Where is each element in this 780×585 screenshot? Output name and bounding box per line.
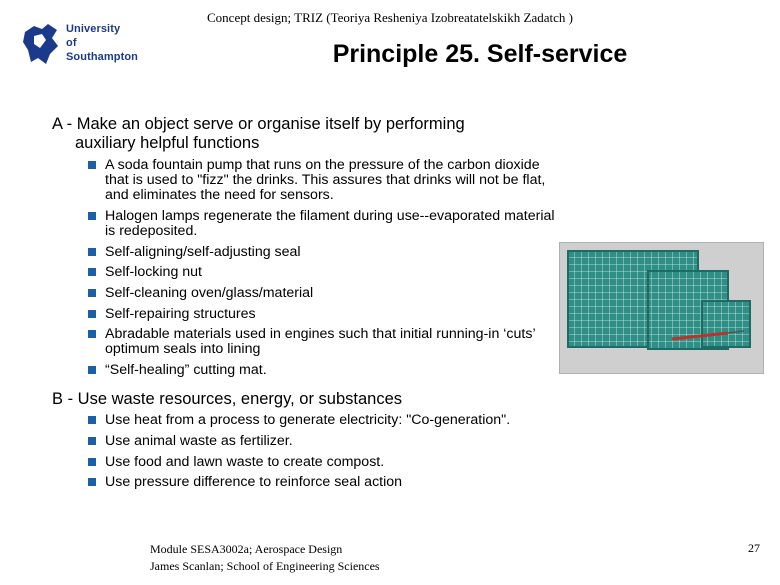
section-b-list	[88, 413, 648, 496]
square-bullet-icon	[88, 458, 96, 466]
list-item	[88, 363, 558, 378]
list-item	[88, 475, 648, 490]
list-item-text: Use animal waste as fertilizer.	[105, 432, 293, 449]
list-item-text: A soda fountain pump that runs on the pressure of the carbon dioxide that is used to "fizz" the drinks. This assures that drinks will not be flat, and eliminates the need for sensors.	[105, 157, 546, 204]
square-bullet-icon	[88, 416, 96, 424]
list-item	[88, 265, 558, 280]
square-bullet-icon	[88, 366, 96, 374]
list-item	[88, 286, 558, 301]
list-item-text: Self-cleaning oven/glass/material	[105, 284, 314, 301]
page-number: 27	[748, 541, 760, 555]
list-item	[88, 209, 558, 239]
list-item-text: Abradable materials used in engines such that initial running-in ‘cuts’ optimum seals into lining	[105, 326, 536, 358]
list-item-text: Self-locking nut	[105, 264, 202, 281]
square-bullet-icon	[88, 212, 96, 220]
square-bullet-icon	[88, 289, 96, 297]
list-item-text: Self-repairing structures	[105, 305, 256, 322]
list-item	[88, 455, 648, 470]
square-bullet-icon	[88, 161, 96, 169]
list-item-text: Use pressure difference to reinforce seal action	[105, 474, 403, 491]
square-bullet-icon	[88, 437, 96, 445]
cutting-mat-illustration	[560, 243, 763, 373]
square-bullet-icon	[88, 478, 96, 486]
list-item	[88, 245, 558, 260]
list-item	[88, 434, 648, 449]
section-b-heading: B - Use waste resources, energy, or substances	[52, 390, 403, 408]
list-item	[88, 307, 558, 322]
list-item	[88, 158, 558, 204]
list-item-text: Use heat from a process to generate electricity: "Co-generation".	[105, 412, 511, 428]
section-a-list	[88, 158, 558, 384]
square-bullet-icon	[88, 310, 96, 318]
section-a-heading-line2: auxiliary helpful functions	[75, 134, 260, 152]
list-item-text: Self-aligning/self-adjusting seal	[105, 243, 301, 260]
footer-line2: James Scanlan; School of Engineering Sciences	[150, 559, 380, 573]
header-title: Concept design; TRIZ (Teoriya Resheniya Izobreatatelskikh Zadatch )	[207, 10, 573, 25]
square-bullet-icon	[88, 268, 96, 276]
list-item	[88, 413, 648, 428]
logo-mark-icon	[22, 20, 62, 68]
footer-line1: Module SESA3002a; Aerospace Design	[150, 542, 343, 556]
slide-title: Principle 25. Self-service	[332, 40, 628, 68]
logo-text	[66, 22, 142, 64]
university-logo	[22, 20, 142, 68]
cutting-mat-photo	[559, 242, 764, 374]
list-item-text: Halogen lamps regenerate the filament during use--evaporated material is redeposited.	[105, 208, 555, 240]
square-bullet-icon	[88, 330, 96, 338]
list-item-text: Use food and lawn waste to create compost.	[105, 453, 385, 470]
footer-text	[150, 541, 380, 575]
list-item	[88, 327, 558, 357]
section-a-heading	[52, 115, 572, 153]
logo-line1: University	[66, 23, 121, 35]
section-a-heading-line1: A - Make an object serve or organise itself by performing	[52, 115, 465, 133]
logo-line2: of Southampton	[66, 37, 138, 63]
list-item-text: “Self-healing” cutting mat.	[105, 361, 267, 378]
square-bullet-icon	[88, 248, 96, 256]
